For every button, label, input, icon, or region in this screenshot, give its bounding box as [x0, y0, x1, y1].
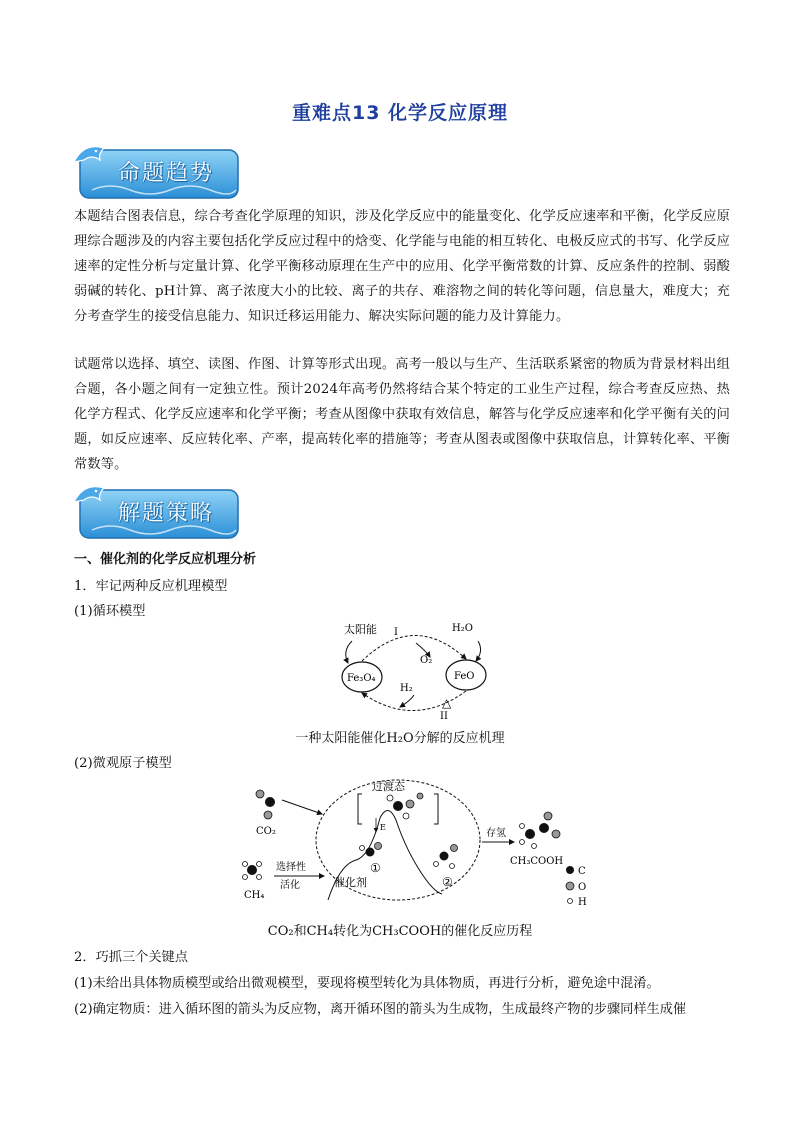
- micro-model-caption: CO₂和CH₄转化为CH₃COOH的催化反应历程: [267, 924, 533, 939]
- subheading-2: 2．巧抓三个关键点: [74, 950, 188, 965]
- label-store-h: 存氢: [486, 828, 506, 839]
- label-sun: 太阳能: [344, 623, 377, 636]
- label-catalyst: 催化剂: [334, 876, 367, 889]
- label-step-1: ①: [370, 861, 381, 875]
- item-micro-model: (2)微观原子模型: [74, 756, 172, 771]
- key-point-1: (1)未给出具体物质模型或给出微观模型，要现将模型转化为具体物质，再进行分析，避免途中混淆。: [74, 976, 660, 991]
- label-fe3o4: Fe₃O₄: [347, 673, 376, 684]
- legend-c: C: [578, 866, 586, 877]
- banner-trend-label: 命题趋势: [117, 161, 214, 186]
- trend-paragraph-2: 试题常以选择、填空、读图、作图、计算等形式出现。高考一般以与生产、生活联系紧密的物质为背景材料出组合题，各小题之间有一定独立性。预计2024年高考仍然将结合某个特定的工业生产过程，综合考查反应热、热化学方程式、化学反应速率和化学平衡；考查从图像中获取有效信息，解答与化学反应速率和化学平衡有关的问题，如反应速率、反应转化率、产率，提高转化率的措施等；考查从图表或图像中获取信息，计算转化率、平衡常数等。: [74, 357, 730, 472]
- label-roman-1: I: [394, 627, 398, 638]
- subheading-1: 1．牢记两种反应机理模型: [74, 579, 228, 594]
- page-title: 重难点13 化学反应原理: [291, 102, 509, 124]
- trend-paragraph-1: 本题结合图表信息，综合考查化学原理的知识，涉及化学反应中的能量变化、化学反应速率和平衡，化学反应原理综合题涉及的内容主要包括化学反应过程中的焓变、化学能与电能的相互转化、电极反应式的书写、化学反应速率的定性分析与定量计算、化学平衡移动原理在生产中的应用、化学平衡常数的计算、反应条件的控制、弱酸弱碱的转化、pH计算、离子浓度大小的比较、离子的共存、难溶物之间的转化等问题，信息量大，难度大；充分考查学生的接受信息能力、知识迁移运用能力、解决实际问题的能力及计算能力。: [74, 209, 730, 324]
- label-h2o: H₂O: [452, 623, 473, 634]
- banner-trend: [70, 140, 240, 202]
- label-co2: CO₂: [256, 826, 276, 837]
- key-point-2: (2)确定物质：进入循环图的箭头为反应物，离开循环图的箭头为生成物，生成最终产物的步骤同样生成催: [74, 1002, 687, 1017]
- item-cycle-model: (1)循环模型: [74, 604, 146, 619]
- label-activate: 活化: [280, 880, 300, 891]
- micro-model-diagram: [230, 768, 590, 918]
- label-ch4: CH₄: [244, 890, 265, 901]
- label-feo: FeO: [454, 671, 475, 682]
- label-selective: 选择性: [276, 862, 306, 873]
- cycle-model-diagram: [330, 615, 500, 725]
- cycle-model-caption: 一种太阳能催化H₂O分解的反应机理: [295, 731, 505, 746]
- label-delta: △: [442, 696, 452, 710]
- label-step-2: ②: [442, 875, 453, 889]
- banner-strategy: [70, 480, 240, 542]
- label-roman-2: II: [440, 711, 448, 722]
- label-h2: H₂: [400, 683, 413, 694]
- section-heading: 一、催化剂的化学反应机理分析: [74, 552, 257, 567]
- banner-strategy-label: 解题策略: [117, 501, 214, 526]
- legend-h: H: [578, 897, 587, 908]
- label-o2: O₂: [420, 655, 433, 666]
- label-transition: 过渡态: [372, 780, 405, 793]
- label-acetic-acid: CH₃COOH: [510, 856, 564, 867]
- label-energy: E: [380, 823, 386, 832]
- legend-o: O: [578, 882, 587, 893]
